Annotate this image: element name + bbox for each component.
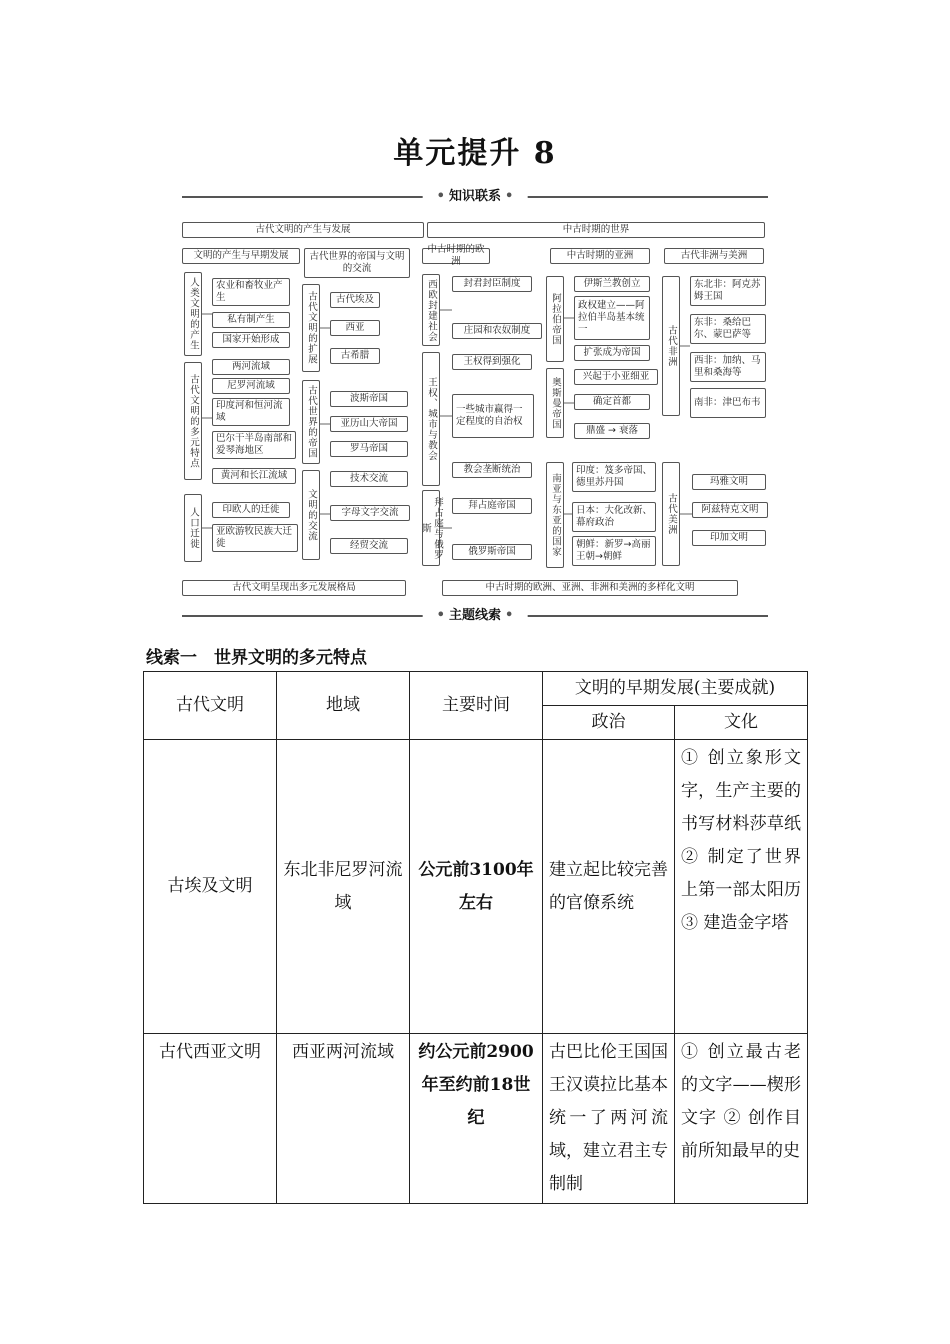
europe-city-label: 王权、城市与教会 (422, 352, 440, 486)
america-label: 古代美洲 (662, 462, 680, 566)
exchange-label: 文明的交流 (302, 470, 320, 560)
asia-arab-label: 阿拉伯帝国 (546, 276, 564, 362)
asia-arab-item: 政权建立——阿拉伯半岛基本统一 (574, 296, 650, 340)
header-region: 地域 (277, 672, 410, 740)
features-label: 古代文明的多元特点 (184, 362, 202, 480)
empire-item: 波斯帝国 (330, 391, 408, 407)
feature-item: 印度河和恒河流域 (212, 398, 290, 426)
exchange-item: 字母文字交流 (330, 505, 410, 521)
america-item: 印加文明 (692, 530, 766, 546)
right-head-asia: 中古时期的亚洲 (550, 248, 650, 264)
asia-south-label: 南亚与东亚的国家 (546, 462, 564, 568)
migration-item: 印欧人的迁徙 (212, 502, 290, 518)
cell-politics: 建立起比较完善的官僚系统 (543, 740, 675, 1034)
america-item: 阿兹特克文明 (692, 502, 768, 518)
europe-byz-item: 俄罗斯帝国 (452, 544, 532, 560)
section-title: 线索一 世界文明的多元特点 (146, 648, 367, 668)
header-time: 主要时间 (410, 672, 543, 740)
exchange-item: 技术交流 (330, 471, 408, 487)
knowledge-banner (182, 187, 768, 207)
cell-civ: 古埃及文明 (144, 740, 277, 1034)
feature-item: 尼罗河流域 (212, 378, 290, 394)
diagram-bottom-right: 中古时期的欧洲、亚洲、非洲和美洲的多样化文明 (442, 580, 738, 596)
diagram-bottom-left: 古代文明呈现出多元发展格局 (182, 580, 406, 596)
header-dev: 文明的早期发展(主要成就) (543, 672, 808, 706)
origin-item: 私有制产生 (212, 312, 290, 328)
exchange-item: 经贸交流 (330, 538, 408, 554)
header-politics: 政治 (543, 706, 675, 740)
empires-label: 古代世界的帝国 (302, 380, 320, 464)
table-row (144, 1034, 808, 1204)
cell-culture: ① 创立最古老的文字——楔形文字 ② 创作目前所知最早的史 (675, 1034, 808, 1204)
cell-region: 西亚两河流域 (277, 1034, 410, 1204)
right-head-europe: 中古时期的欧洲 (422, 248, 490, 264)
europe-byz-item: 拜占庭帝国 (452, 498, 532, 514)
europe-feudal-label: 西欧封建社会 (422, 274, 440, 346)
asia-ottoman-item: 确定首都 (574, 394, 650, 410)
expansion-item: 西亚 (330, 320, 380, 336)
theme-banner-label: • 主题线索 • (423, 606, 528, 626)
feature-item: 两河流域 (212, 359, 290, 375)
cell-time: 约公元前2900年至约前18世纪 (410, 1034, 543, 1204)
origin-label: 人类文明的产生 (184, 272, 202, 356)
asia-ottoman-item: 鼎盛 → 衰落 (574, 423, 650, 439)
civilization-table (143, 671, 808, 1204)
europe-city-item: 教会垄断统治 (452, 462, 532, 478)
origin-item: 国家开始形成 (212, 332, 290, 348)
diagram-top-right: 中古时期的世界 (427, 222, 765, 238)
africa-item: 西非：加纳、马里和桑海等 (690, 352, 766, 382)
knowledge-diagram (180, 218, 770, 602)
cell-culture: ① 创立象形文字，生产主要的书写材料莎草纸 ② 制定了世界上第一部太阳历 ③ 建造金字塔 (675, 740, 808, 1034)
expansion-item: 古希腊 (330, 348, 380, 364)
expansion-label: 古代文明的扩展 (302, 284, 320, 372)
feature-item: 黄河和长江流域 (212, 468, 296, 484)
africa-item: 东非：桑给巴尔、蒙巴萨等 (690, 314, 766, 344)
empire-item: 亚历山大帝国 (330, 416, 408, 432)
right-head-africa: 古代非洲与美洲 (664, 248, 764, 264)
table-row (144, 740, 808, 1034)
africa-item: 东北非：阿克苏姆王国 (690, 276, 766, 306)
cell-politics: 古巴比伦王国国王汉谟拉比基本统一了两河流域，建立君主专制制 (543, 1034, 675, 1204)
feature-item: 巴尔干半岛南部和爱琴海地区 (212, 431, 296, 459)
migration-item: 亚欧游牧民族大迁徙 (212, 524, 298, 552)
asia-arab-item: 扩张成为帝国 (574, 345, 650, 361)
cell-time: 公元前3100年左右 (410, 740, 543, 1034)
diagram-top-left: 古代文明的产生与发展 (182, 222, 424, 238)
asia-ottoman-item: 兴起于小亚细亚 (574, 369, 658, 385)
europe-city-item: 一些城市赢得一定程度的自治权 (452, 394, 534, 438)
africa-label: 古代非洲 (662, 276, 680, 416)
table-header-row (144, 672, 808, 706)
origin-item: 农业和畜牧业产生 (212, 278, 290, 306)
america-item: 玛雅文明 (692, 474, 766, 490)
europe-feudal-item: 庄园和农奴制度 (452, 323, 542, 339)
asia-arab-item: 伊斯兰教创立 (574, 276, 650, 292)
header-culture: 文化 (675, 706, 808, 740)
europe-feudal-item: 封君封臣制度 (452, 276, 532, 292)
page-title: 单元提升 8 (393, 136, 557, 171)
diagram-connectors (180, 218, 770, 602)
asia-south-item: 朝鲜：新罗→高丽王朝→朝鲜 (572, 536, 656, 566)
theme-banner (182, 606, 768, 626)
cell-civ: 古代西亚文明 (144, 1034, 277, 1204)
empire-item: 罗马帝国 (330, 441, 408, 457)
europe-byz-label: 拜占庭与俄罗斯 (422, 490, 440, 566)
left-head-2: 古代世界的帝国与文明的交流 (304, 248, 410, 278)
migration-label: 人口迁徙 (184, 494, 202, 562)
knowledge-banner-label: • 知识联系 • (423, 187, 528, 207)
asia-south-item: 日本：大化改新、幕府政治 (572, 502, 656, 532)
asia-south-item: 印度：笈多帝国、德里苏丹国 (572, 462, 656, 492)
cell-region: 东北非尼罗河流域 (277, 740, 410, 1034)
europe-city-item: 王权得到强化 (452, 354, 532, 370)
africa-item: 南非：津巴布韦 (690, 388, 766, 418)
left-head-1: 文明的产生与早期发展 (182, 248, 300, 264)
header-civ: 古代文明 (144, 672, 277, 740)
expansion-item: 古代埃及 (330, 292, 380, 308)
asia-ottoman-label: 奥斯曼帝国 (546, 368, 564, 438)
